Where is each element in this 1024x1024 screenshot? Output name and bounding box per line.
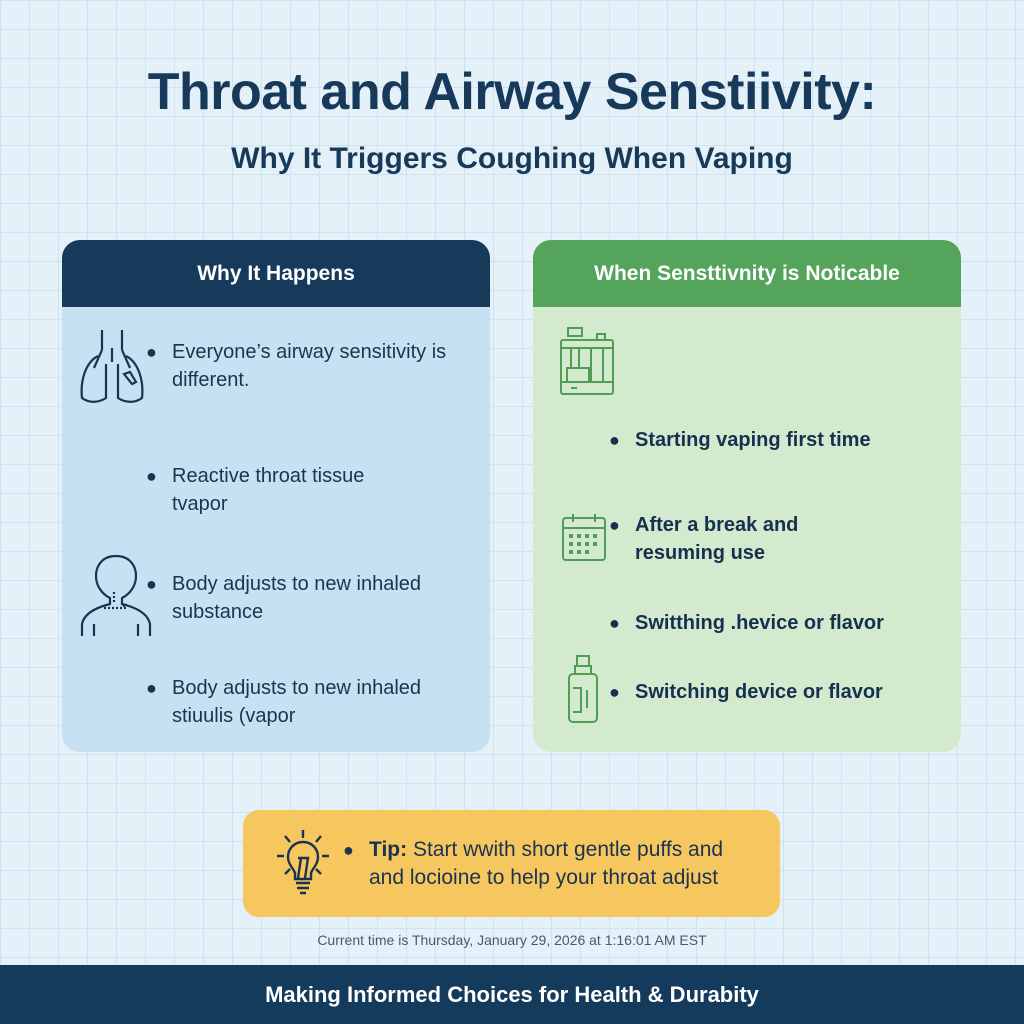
page-title: Throat and Airway Senstiivity: xyxy=(147,63,877,121)
list-item: ● Everyone’s airway sensitivity is different. xyxy=(146,341,447,391)
page-subtitle: Why It Triggers Coughing When Vaping xyxy=(231,142,793,175)
bottle-icon xyxy=(567,654,601,724)
lightbulb-icon xyxy=(275,828,331,896)
list-item: ● After a break and resuming use xyxy=(609,514,799,564)
card-heading: When Sensttivnity is Noticable xyxy=(533,240,961,307)
lungs-icon xyxy=(78,328,150,408)
calendar-icon xyxy=(561,512,607,562)
timestamp: Current time is Thursday, January 29, 2026 at 1:16:01 AM EST xyxy=(317,932,707,948)
when-noticeable-card xyxy=(533,240,961,752)
tip-box xyxy=(243,810,780,917)
why-it-happens-card xyxy=(62,240,490,752)
vape-device-icon xyxy=(559,326,615,396)
list-item: ● Body adjusts to new inhaled substance xyxy=(146,573,422,623)
footer-banner: Making Informed Choices for Health & Durabity xyxy=(0,965,1024,1024)
person-throat-icon xyxy=(78,552,154,638)
tip-text: ● Tip: Start wwith short gentle puffs and and locioine to help your throat adjust xyxy=(343,838,724,889)
list-item: ● Reactive throat tissue tvapor xyxy=(146,465,365,515)
list-item: ● Starting vaping first time xyxy=(609,429,871,451)
list-item: ● Switching device or flavor xyxy=(609,681,883,703)
list-item: ● Switthing .hevice or flavor xyxy=(609,612,884,634)
list-item: ● Body adjusts to new inhaled stiuulis (vapor xyxy=(146,677,422,727)
card-heading: Why It Happens xyxy=(62,240,490,307)
